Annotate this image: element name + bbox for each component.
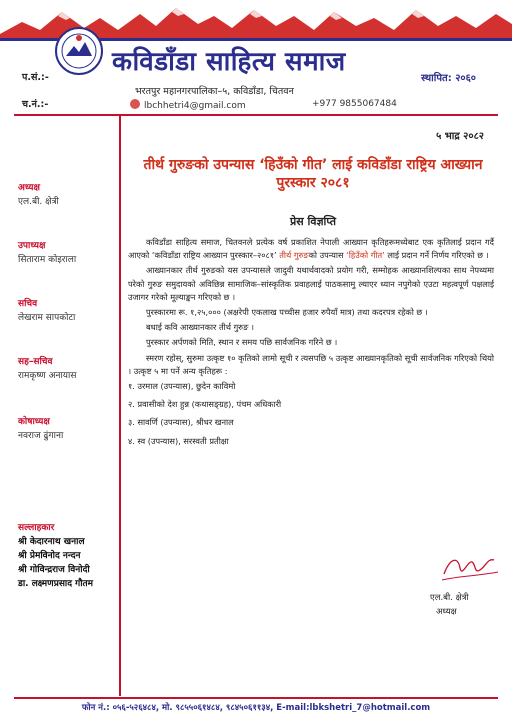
letter-date: ५ भाद्र २०८२ [436,131,484,142]
paragraph-announcement: कविडाँडा साहित्य समाज, चितवनले प्रत्येक वर्ष प्रकाशित नेपाली आख्यान कृतिहरूमध्येबाट एक कृतिलाई प्रदान गर्दै आएको ‘कविडाँडा राष्ट्रिय आख्यान पुरस्कार–२०८१’ तीर्थ गुरुङको उपन्यास ‘हिउँको गीत’ लाई प्रदान गर्ने निर्णय गरिएको छ । [128,237,494,261]
sidebar-divider [119,116,121,696]
list-item: ३. सावर्णि (उपन्यास), श्रीधर खनाल [128,417,234,428]
advisor-name: श्री प्रेमविनोद नन्दन [18,551,81,561]
shortlist [128,380,494,448]
list-item: ४. स्व (उपन्यास), सरस्वती प्रतीक्षा [128,435,229,446]
reference-number-label: प.सं.:- [22,72,49,83]
letter-body [128,236,494,453]
header-divider [14,114,498,116]
treasurer-role: कोषाध्यक्ष [18,417,50,427]
email-contact [130,99,246,111]
paragraph-shortlist: स्मरण रहोस्, सुरुमा उत्कृष्ट १० कृतिको लामो सूची र त्यसपछि ५ उत्कृष्ट आख्यानकृतिको सूची सार्वजनिक गरिएको थियो । उत्कृष्ट ५ मा पर्ने अन्य कृतिहरू : [128,352,494,376]
author-name: तीर्थ गुरुङ [279,250,309,261]
letterhead-header [0,0,512,118]
org-address: भरतपुर महानगरपालिका–५, कविडाँडा, चितवन [135,86,294,97]
list-item: २. प्रवासीको देश हुन्न (कथासङ्ग्रह), पंचम अधिकारी [128,399,282,410]
advisor-name: श्री गोविन्द्रराज विनोदी [18,565,90,575]
co-secretary-role: सह–सचिव [18,357,53,367]
phone-contact: +977 9855067484 [312,99,397,109]
footer-contact: फोन नं.: ०५६-५२६४८४, मो. ९८५५०६१४८४, ९८४५०६११३४, E-mail:lbkshetri_7@hotmail.com [81,703,431,713]
chair-name: एल.बी. क्षेत्री [18,197,59,207]
secretary-name: लेखराम सापकोटा [18,313,76,323]
footer-divider [14,697,498,699]
co-secretary-name: रामकृष्ण अनायास [18,371,77,381]
paragraph-evaluation: आख्यानकार तीर्थ गुरुङको यस उपन्यासले जादुवी यथार्थवादको प्रयोग गरी, सम्मोहक आख्यानशिल्पका साथ नेपथ्यमा परेको गुरुङ समुदायको अविछिन्न सामाजिक–सांस्कृतिक प्रवाहलाई पाठकसामु ल्याएर ध्यान नपुगेको एउटा महत्वपूर्ण पक्षलाई उजागर गरेको मूल्याङ्कन गरिएको छ । [128,265,494,302]
vice-chair-name: सिताराम कोइराला [18,255,77,265]
list-item: १. उरमाल (उपन्यास), छुदेन काविमो [128,381,236,392]
advisor-role: सल्लाहकार [18,523,55,533]
vice-chair-role: उपाध्यक्ष [18,241,46,251]
signature-graphic [440,548,500,586]
press-release-heading: प्रेस विज्ञप्ति [289,215,337,228]
advisor-name: डा. लक्ष्मणप्रसाद गौतम [18,579,94,589]
advisor-name: श्री केदारनाथ खनाल [18,537,85,547]
email-text: lbchhetri4@gmail.com [144,101,246,111]
org-name: कविडाँडा साहित्य समाज [112,47,346,77]
signatory-name: एल.बी. क्षेत्री [430,593,469,603]
treasurer-name: नवराज ढुंगाना [18,431,64,441]
paragraph-congrats: बधाई कवि आख्यानकार तीर्थ गुरुङ । [146,322,254,333]
book-title: ‘हिउँको गीत’ [346,250,385,261]
society-emblem-icon [54,26,104,76]
mail-icon [130,99,140,109]
secretary-role: सचिव [18,299,38,309]
letter-subject: तीर्थ गुरुङको उपन्यास ‘हिउँको गीत’ लाई कविडाँडा राष्ट्रिय आख्यान पुरस्कार २०८१ [143,157,483,191]
dispatch-number-label: च.नं.:- [22,99,49,110]
chair-role: अध्यक्ष [18,183,40,193]
paragraph-prize: पुरस्कारमा रू. १,२५,००० (अक्षरेपी एकलाख पच्चीस हजार रुपैयाँ मात्र) तथा कदरपत्र रहेको छ । [146,307,428,318]
paragraph-ceremony: पुरस्कार अर्पणको मिति, स्थान र समय पछि सार्वजनिक गरिने छ । [146,337,338,348]
established-year: स्थापित: २०६० [421,73,476,84]
signatory-title: अध्यक्ष [436,607,457,617]
